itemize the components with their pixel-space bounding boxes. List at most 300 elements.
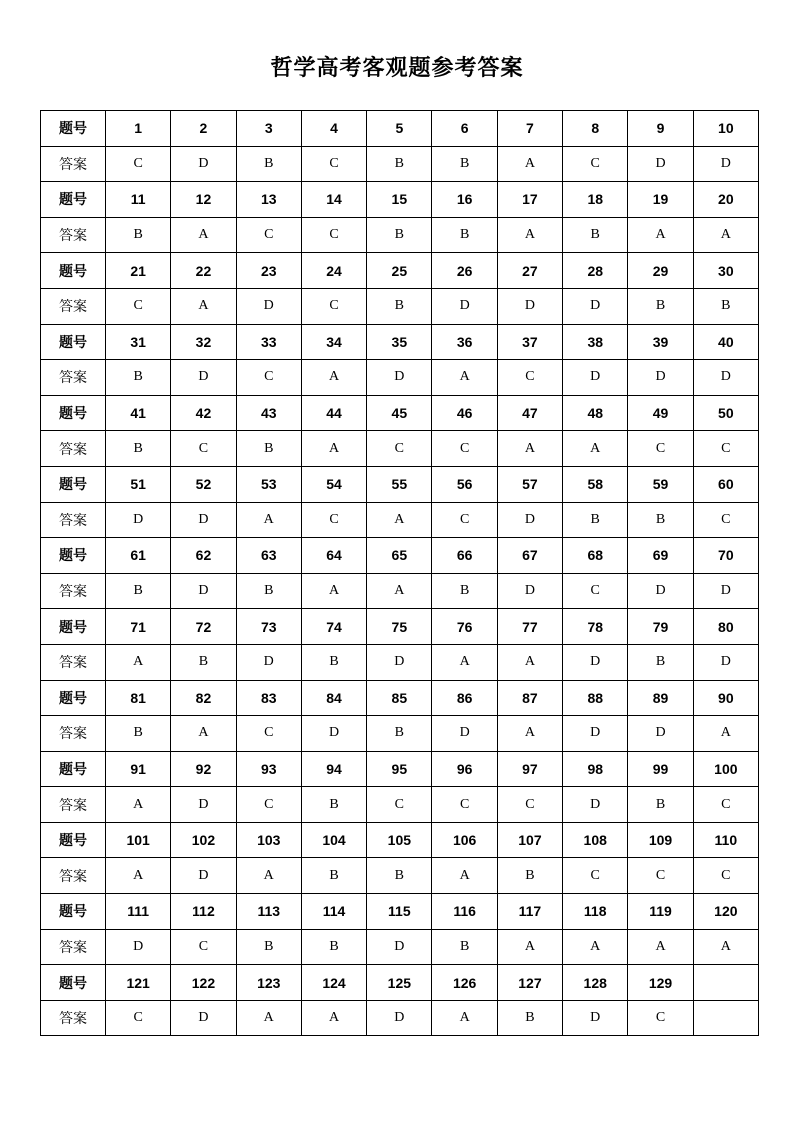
answer-cell: C [301,502,366,538]
question-number-cell: 102 [171,822,236,858]
answer-cell: C [497,360,562,396]
answer-cell: A [171,217,236,253]
answer-cell: C [301,217,366,253]
question-number-cell: 49 [628,395,693,431]
question-number-cell: 111 [106,894,171,930]
question-number-cell: 122 [171,965,236,1001]
question-number-label: 题号 [41,182,106,218]
question-number-cell: 123 [236,965,301,1001]
question-number-cell: 116 [432,894,497,930]
answer-cell: A [693,929,758,965]
question-number-cell: 54 [301,466,366,502]
question-number-row [41,182,759,218]
answer-cell: C [693,502,758,538]
question-number-cell: 100 [693,751,758,787]
question-number-cell: 129 [628,965,693,1001]
question-number-label: 题号 [41,822,106,858]
answer-cell: B [236,573,301,609]
question-number-cell: 117 [497,894,562,930]
answer-cell: D [367,644,432,680]
answer-cell: D [367,360,432,396]
answer-cell: C [171,929,236,965]
question-number-cell: 34 [301,324,366,360]
answer-cell: B [497,1000,562,1036]
answer-cell: C [497,787,562,823]
answer-cell: C [236,716,301,752]
answer-cell: D [693,573,758,609]
answer-cell: A [693,716,758,752]
answer-cell: B [236,431,301,467]
question-number-cell: 92 [171,751,236,787]
answer-cell: B [432,573,497,609]
question-number-row [41,253,759,289]
question-number-row [41,324,759,360]
answer-cell: C [106,1000,171,1036]
answer-cell: A [106,644,171,680]
question-number-row [41,894,759,930]
question-number-label: 题号 [41,965,106,1001]
question-number-label: 题号 [41,680,106,716]
question-number-cell: 106 [432,822,497,858]
question-number-cell: 114 [301,894,366,930]
question-number-cell: 67 [497,538,562,574]
question-number-cell: 121 [106,965,171,1001]
answer-cell: B [367,217,432,253]
question-number-label: 题号 [41,751,106,787]
answer-cell: C [693,858,758,894]
answer-cell: B [432,217,497,253]
answer-cell: A [301,431,366,467]
answer-cell: B [301,644,366,680]
question-number-cell: 32 [171,324,236,360]
answer-cell: C [106,146,171,182]
answer-row [41,217,759,253]
answer-cell: D [367,1000,432,1036]
question-number-cell: 50 [693,395,758,431]
question-number-cell: 33 [236,324,301,360]
question-number-cell: 108 [563,822,628,858]
answer-cell: A [563,431,628,467]
question-number-cell: 96 [432,751,497,787]
answer-cell: A [171,716,236,752]
question-number-cell: 60 [693,466,758,502]
answer-label: 答案 [41,360,106,396]
question-number-cell: 87 [497,680,562,716]
answer-cell: A [367,502,432,538]
question-number-cell: 25 [367,253,432,289]
question-number-cell: 125 [367,965,432,1001]
answer-cell: A [628,929,693,965]
question-number-cell: 18 [563,182,628,218]
answer-cell: D [497,502,562,538]
answer-cell: D [106,929,171,965]
question-number-cell: 48 [563,395,628,431]
answer-cell: A [497,146,562,182]
question-number-cell: 84 [301,680,366,716]
question-number-cell: 68 [563,538,628,574]
question-number-label: 题号 [41,111,106,147]
question-number-cell: 69 [628,538,693,574]
question-number-cell: 6 [432,111,497,147]
answer-cell: D [171,146,236,182]
answer-cell: D [367,929,432,965]
answer-cell: B [693,288,758,324]
question-number-cell: 98 [563,751,628,787]
answer-cell: D [628,360,693,396]
answer-cell: B [106,217,171,253]
answer-label: 答案 [41,217,106,253]
question-number-cell: 119 [628,894,693,930]
answer-cell: B [432,929,497,965]
answer-cell: D [563,1000,628,1036]
answer-label: 答案 [41,1000,106,1036]
question-number-cell: 4 [301,111,366,147]
answer-cell: A [432,644,497,680]
answer-cell: B [367,146,432,182]
question-number-cell: 5 [367,111,432,147]
answer-label: 答案 [41,858,106,894]
answer-row [41,573,759,609]
answer-cell: A [563,929,628,965]
question-number-cell: 81 [106,680,171,716]
question-number-cell: 62 [171,538,236,574]
question-number-cell: 126 [432,965,497,1001]
answer-cell: A [497,217,562,253]
answer-label: 答案 [41,644,106,680]
question-number-cell: 21 [106,253,171,289]
question-number-cell: 79 [628,609,693,645]
question-number-cell: 35 [367,324,432,360]
question-number-cell: 38 [563,324,628,360]
question-number-cell: 109 [628,822,693,858]
answer-cell: D [563,360,628,396]
question-number-cell: 66 [432,538,497,574]
answer-row [41,360,759,396]
question-number-cell: 55 [367,466,432,502]
question-number-cell: 59 [628,466,693,502]
answer-cell: A [497,644,562,680]
question-number-cell: 94 [301,751,366,787]
question-number-cell: 110 [693,822,758,858]
answer-cell: D [693,360,758,396]
question-number-cell: 72 [171,609,236,645]
answer-label: 答案 [41,929,106,965]
question-number-cell: 64 [301,538,366,574]
question-number-cell: 14 [301,182,366,218]
question-number-cell: 31 [106,324,171,360]
answer-cell: B [367,858,432,894]
question-number-cell: 2 [171,111,236,147]
question-number-cell: 107 [497,822,562,858]
answer-row [41,787,759,823]
answer-cell: D [171,858,236,894]
question-number-cell: 65 [367,538,432,574]
question-number-cell: 29 [628,253,693,289]
answer-cell: D [693,644,758,680]
answer-cell: D [171,502,236,538]
answer-row [41,858,759,894]
answer-cell: B [563,502,628,538]
answer-cell: D [563,787,628,823]
question-number-cell: 42 [171,395,236,431]
question-number-cell: 41 [106,395,171,431]
answer-cell: A [236,502,301,538]
question-number-cell: 39 [628,324,693,360]
answer-cell: B [367,716,432,752]
answer-cell: C [171,431,236,467]
answer-cell: B [301,858,366,894]
question-number-cell: 105 [367,822,432,858]
question-number-cell: 128 [563,965,628,1001]
answer-cell: C [693,431,758,467]
question-number-cell: 115 [367,894,432,930]
answer-cell: C [693,787,758,823]
answer-table [40,110,759,1036]
question-number-cell: 8 [563,111,628,147]
answer-cell: C [301,288,366,324]
answer-cell: B [106,360,171,396]
answer-cell [693,1000,758,1036]
answer-cell: C [628,858,693,894]
answer-label: 答案 [41,502,106,538]
question-number-row [41,111,759,147]
answer-cell: B [301,929,366,965]
answer-cell: B [628,644,693,680]
question-number-row [41,680,759,716]
question-number-cell: 73 [236,609,301,645]
question-number-cell: 47 [497,395,562,431]
question-number-cell: 7 [497,111,562,147]
question-number-cell: 19 [628,182,693,218]
question-number-row [41,466,759,502]
answer-cell: A [301,360,366,396]
answer-cell: D [432,288,497,324]
question-number-cell: 40 [693,324,758,360]
answer-cell: B [236,146,301,182]
answer-cell: A [497,929,562,965]
question-number-cell: 83 [236,680,301,716]
question-number-label: 题号 [41,324,106,360]
question-number-cell: 74 [301,609,366,645]
question-number-label: 题号 [41,538,106,574]
question-number-cell: 46 [432,395,497,431]
question-number-cell: 61 [106,538,171,574]
question-number-cell: 113 [236,894,301,930]
answer-cell: B [106,573,171,609]
question-number-cell: 24 [301,253,366,289]
answer-cell: B [236,929,301,965]
question-number-cell: 99 [628,751,693,787]
question-number-row [41,751,759,787]
answer-cell: D [563,288,628,324]
question-number-label: 题号 [41,466,106,502]
answer-cell: B [628,787,693,823]
answer-cell: D [497,573,562,609]
question-number-cell: 1 [106,111,171,147]
answer-cell: C [367,431,432,467]
question-number-label: 题号 [41,609,106,645]
question-number-cell: 9 [628,111,693,147]
answer-label: 答案 [41,573,106,609]
question-number-cell: 12 [171,182,236,218]
answer-label: 答案 [41,716,106,752]
answer-cell: B [628,502,693,538]
answer-row [41,644,759,680]
question-number-cell: 97 [497,751,562,787]
question-number-cell: 16 [432,182,497,218]
question-number-cell: 11 [106,182,171,218]
answer-row [41,146,759,182]
answer-cell: A [432,858,497,894]
question-number-cell: 13 [236,182,301,218]
answer-cell: A [432,360,497,396]
question-number-cell: 91 [106,751,171,787]
answer-cell: D [171,1000,236,1036]
question-number-cell: 45 [367,395,432,431]
question-number-cell: 30 [693,253,758,289]
answer-cell: A [628,217,693,253]
question-number-cell: 78 [563,609,628,645]
question-number-cell: 22 [171,253,236,289]
answer-cell: C [563,146,628,182]
question-number-cell: 120 [693,894,758,930]
answer-cell: C [628,1000,693,1036]
answer-cell: A [301,573,366,609]
question-number-cell: 36 [432,324,497,360]
question-number-cell: 70 [693,538,758,574]
answer-cell: D [563,716,628,752]
question-number-cell: 112 [171,894,236,930]
answer-label: 答案 [41,787,106,823]
question-number-cell: 104 [301,822,366,858]
question-number-cell: 71 [106,609,171,645]
question-number-row [41,965,759,1001]
answer-cell: C [301,146,366,182]
answer-cell: B [301,787,366,823]
question-number-cell: 118 [563,894,628,930]
question-number-cell: 88 [563,680,628,716]
question-number-cell: 93 [236,751,301,787]
answer-label: 答案 [41,288,106,324]
question-number-cell: 80 [693,609,758,645]
answer-row [41,929,759,965]
answer-cell: C [236,787,301,823]
answer-cell: C [563,858,628,894]
answer-cell: C [236,360,301,396]
answer-cell: A [236,1000,301,1036]
question-number-cell: 77 [497,609,562,645]
answer-cell: D [301,716,366,752]
answer-cell: A [367,573,432,609]
question-number-cell: 23 [236,253,301,289]
answer-cell: A [432,1000,497,1036]
question-number-row [41,538,759,574]
answer-cell: D [171,573,236,609]
question-number-cell: 101 [106,822,171,858]
question-number-cell: 44 [301,395,366,431]
answer-label: 答案 [41,431,106,467]
answer-cell: A [171,288,236,324]
answer-row [41,1000,759,1036]
answer-table-body [41,111,759,1036]
answer-cell: A [693,217,758,253]
question-number-cell: 103 [236,822,301,858]
answer-cell: D [236,288,301,324]
answer-cell: D [432,716,497,752]
question-number-cell: 89 [628,680,693,716]
answer-row [41,716,759,752]
question-number-cell: 63 [236,538,301,574]
question-number-cell: 37 [497,324,562,360]
answer-cell: C [236,217,301,253]
answer-cell: B [497,858,562,894]
question-number-label: 题号 [41,253,106,289]
answer-cell: C [628,431,693,467]
answer-row [41,431,759,467]
answer-cell: D [628,716,693,752]
question-number-cell: 90 [693,680,758,716]
answer-cell: D [171,360,236,396]
question-number-cell: 127 [497,965,562,1001]
question-number-cell: 52 [171,466,236,502]
answer-cell: C [432,787,497,823]
answer-cell: A [301,1000,366,1036]
question-number-row [41,822,759,858]
answer-cell: A [106,858,171,894]
question-number-cell: 85 [367,680,432,716]
question-number-cell: 95 [367,751,432,787]
question-number-cell: 20 [693,182,758,218]
question-number-cell: 57 [497,466,562,502]
answer-cell: C [563,573,628,609]
answer-cell: D [171,787,236,823]
answer-cell: B [563,217,628,253]
question-number-cell: 56 [432,466,497,502]
answer-cell: B [628,288,693,324]
question-number-label: 题号 [41,395,106,431]
question-number-cell: 76 [432,609,497,645]
question-number-row [41,609,759,645]
answer-cell: A [497,431,562,467]
question-number-cell: 51 [106,466,171,502]
answer-cell: C [432,502,497,538]
answer-cell: B [106,716,171,752]
question-number-cell: 86 [432,680,497,716]
question-number-cell: 27 [497,253,562,289]
question-number-cell: 75 [367,609,432,645]
answer-cell: B [367,288,432,324]
question-number-cell: 26 [432,253,497,289]
question-number-cell: 15 [367,182,432,218]
answer-cell: A [236,858,301,894]
answer-cell: D [563,644,628,680]
question-number-cell [693,965,758,1001]
answer-cell: B [432,146,497,182]
question-number-label: 题号 [41,894,106,930]
question-number-cell: 43 [236,395,301,431]
question-number-cell: 82 [171,680,236,716]
answer-cell: B [171,644,236,680]
answer-cell: A [106,787,171,823]
answer-cell: A [497,716,562,752]
question-number-cell: 17 [497,182,562,218]
answer-label: 答案 [41,146,106,182]
question-number-cell: 124 [301,965,366,1001]
answer-cell: C [106,288,171,324]
answer-cell: D [693,146,758,182]
question-number-cell: 10 [693,111,758,147]
page-title: 哲学高考客观题参考答案 [270,56,524,81]
